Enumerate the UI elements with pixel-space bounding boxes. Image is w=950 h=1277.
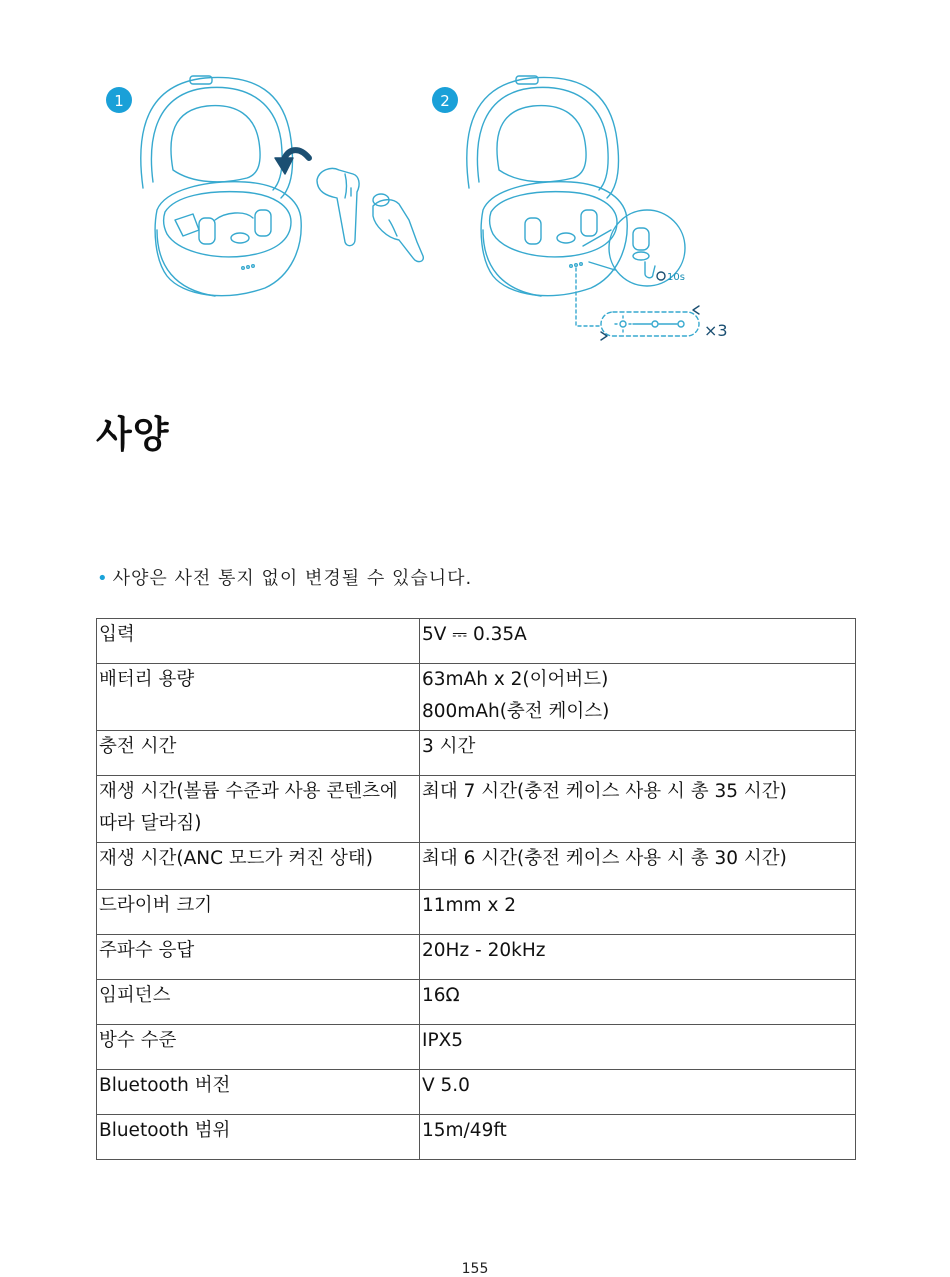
spec-label: 임피던스 [97,980,420,1025]
spec-label: 방수 수준 [97,1025,420,1070]
table-row [97,731,856,776]
spec-value: 20Hz - 20kHz [420,935,856,980]
spec-value: 최대 6 시간(충전 케이스 사용 시 총 30 시간) [420,843,856,890]
spec-value: 63mAh x 2(이어버드) 800mAh(충전 케이스) [420,664,856,731]
spec-table [96,618,856,1160]
step-1-number: 1 [114,92,124,110]
spec-value: 3 시간 [420,731,856,776]
spec-value: 16Ω [420,980,856,1025]
earbuds-icon [317,168,423,261]
spec-value: IPX5 [420,1025,856,1070]
instruction-illustration [95,70,745,350]
case-left-icon [141,76,301,296]
spec-value: 5V ⎓ 0.35A [420,619,856,664]
table-row [97,843,856,890]
spec-label: 재생 시간(볼륨 수준과 사용 콘텐츠에 따라 달라짐) [97,776,420,843]
repeat-label: ×3 [704,321,728,340]
spec-label: 재생 시간(ANC 모드가 켜진 상태) [97,843,420,890]
table-row [97,1070,856,1115]
spec-label: 주파수 응답 [97,935,420,980]
spec-value: V 5.0 [420,1070,856,1115]
spec-label: 충전 시간 [97,731,420,776]
page-title: 사양 [96,413,170,456]
case-right-icon [467,76,699,340]
spec-value: 최대 7 시간(충전 케이스 사용 시 총 35 시간) [420,776,856,843]
spec-value: 11mm x 2 [420,890,856,935]
timer-label: 10s [667,272,685,283]
spec-value: 15m/49ft [420,1115,856,1160]
spec-label: Bluetooth 버전 [97,1070,420,1115]
table-row [97,890,856,935]
table-row [97,980,856,1025]
page-number: 155 [461,1261,489,1277]
table-row [97,776,856,843]
step-2-number: 2 [440,92,450,110]
bullet-icon: • [97,568,109,589]
spec-label: 드라이버 크기 [97,890,420,935]
spec-note [97,564,472,590]
spec-label: Bluetooth 범위 [97,1115,420,1160]
table-row [97,935,856,980]
table-row [97,1115,856,1160]
table-row [97,619,856,664]
spec-label: 배터리 용량 [97,664,420,731]
spec-label: 입력 [97,619,420,664]
note-text: 사양은 사전 통지 없이 변경될 수 있습니다. [112,568,473,589]
table-row [97,664,856,731]
table-row [97,1025,856,1070]
earbuds-case-illustration [95,70,745,350]
